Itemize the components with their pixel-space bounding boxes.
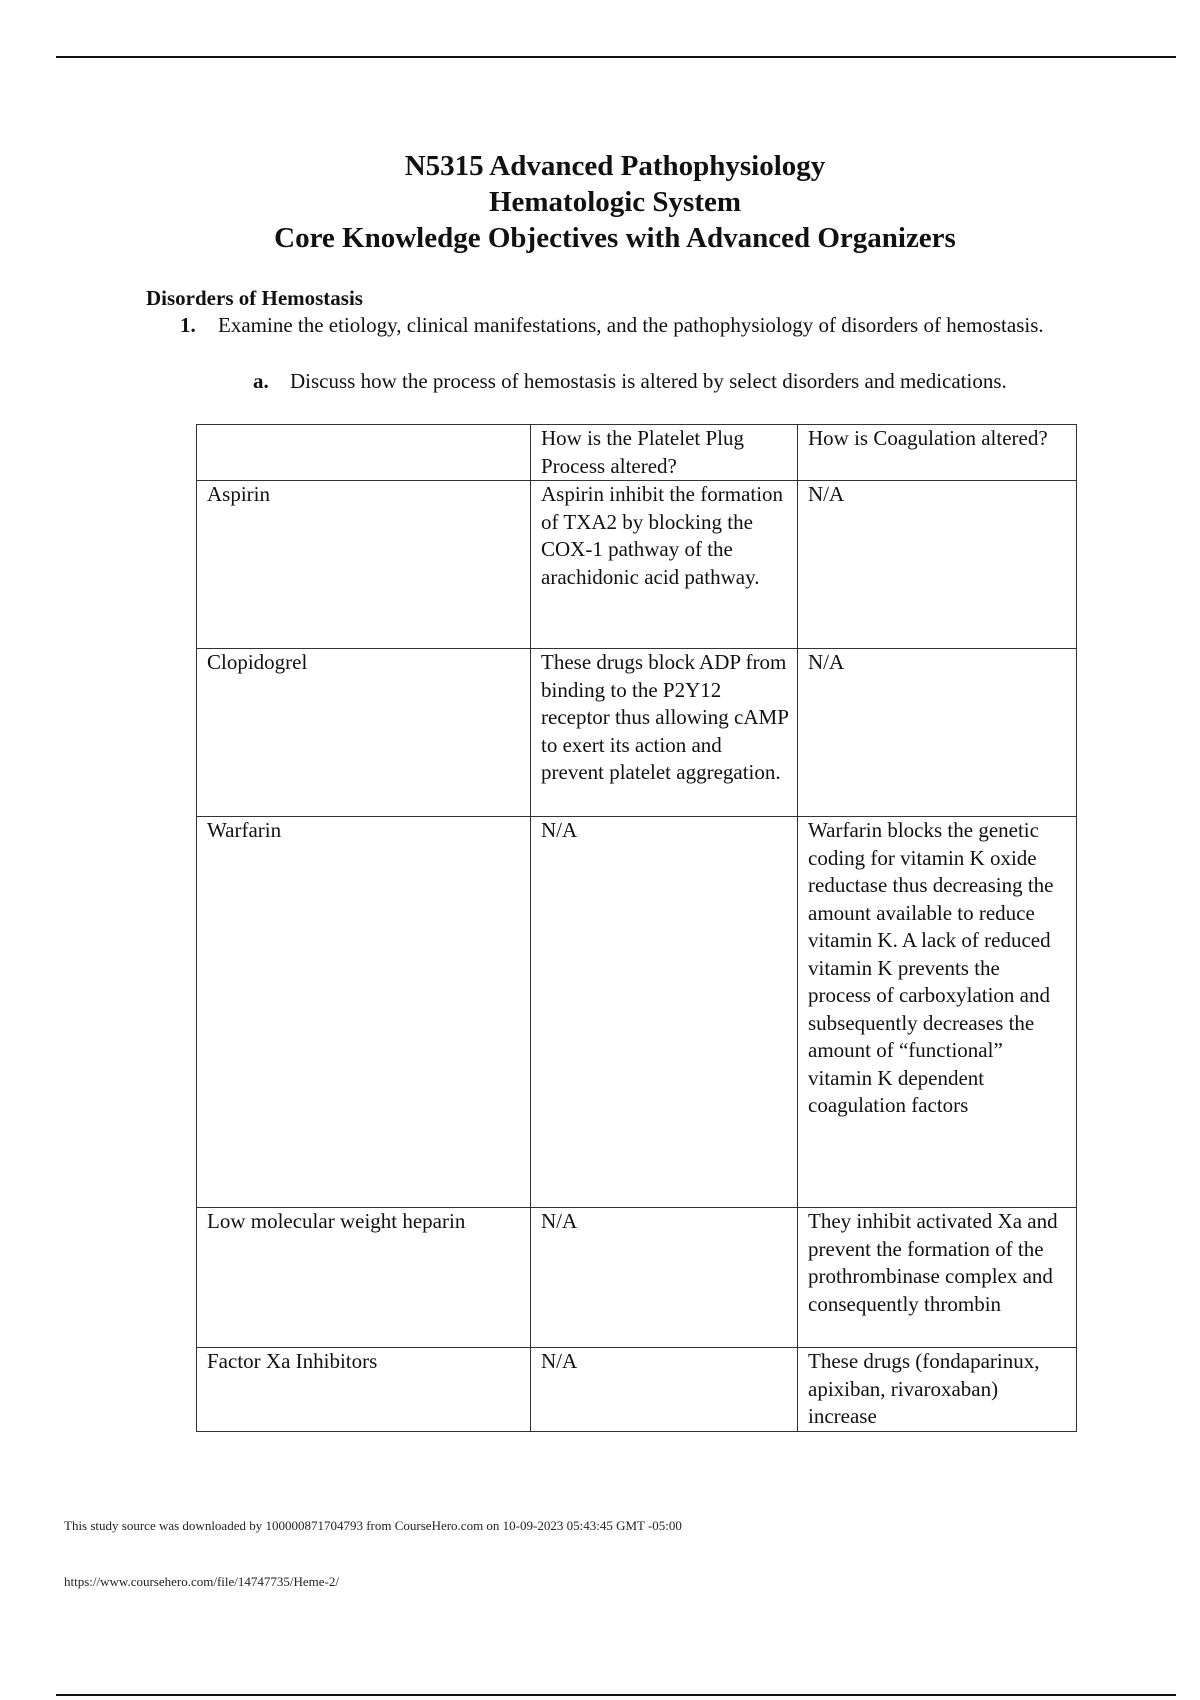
coagulation-cell: They inhibit activated Xa and prevent the formation of the prothrombinase complex and consequently thrombin — [798, 1208, 1077, 1348]
header-cell-blank — [197, 425, 531, 481]
objective-1a — [253, 368, 1013, 395]
objective-1a-letter: a. — [253, 369, 269, 393]
objective-1-text: Examine the etiology, clinical manifestations, and the pathophysiology of disorders of hemostasis. — [218, 313, 1044, 337]
table-row — [197, 1208, 1077, 1348]
objective-1 — [180, 312, 1080, 339]
bottom-divider — [56, 1694, 1176, 1696]
platelet-cell: N/A — [531, 1348, 798, 1432]
platelet-cell: N/A — [531, 817, 798, 1208]
objective-1a-text: Discuss how the process of hemostasis is altered by select disorders and medications. — [290, 369, 1007, 393]
header-cell-platelet: How is the Platelet Plug Process altered? — [531, 425, 798, 481]
source-url: https://www.coursehero.com/file/14747735/Heme-2/ — [64, 1574, 339, 1589]
agent-cell: Factor Xa Inhibitors — [197, 1348, 531, 1432]
agent-cell: Aspirin — [197, 481, 531, 649]
table-row — [197, 1348, 1077, 1432]
table-row — [197, 481, 1077, 649]
course-title: N5315 Advanced Pathophysiology — [404, 150, 826, 182]
table-row — [197, 817, 1077, 1208]
top-divider — [56, 56, 1176, 58]
coagulation-cell: These drugs (fondaparinux, apixiban, rivaroxaban) increase — [798, 1348, 1077, 1432]
medication-effects-table — [196, 424, 1077, 1432]
agent-cell: Low molecular weight heparin — [197, 1208, 531, 1348]
table-row — [197, 649, 1077, 817]
table-header-row — [197, 425, 1077, 481]
document-title-block — [0, 148, 1200, 256]
platelet-cell: These drugs block ADP from binding to the P2Y12 receptor thus allowing cAMP to exert its action and prevent platelet aggregation. — [531, 649, 798, 817]
coagulation-cell: N/A — [798, 481, 1077, 649]
header-cell-coagulation: How is Coagulation altered? — [798, 425, 1077, 481]
platelet-cell: N/A — [531, 1208, 798, 1348]
system-title: Hematologic System — [488, 186, 742, 218]
platelet-cell: Aspirin inhibit the formation of TXA2 by blocking the COX-1 pathway of the arachidonic acid pathway. — [531, 481, 798, 649]
objective-1-number: 1. — [180, 313, 196, 337]
agent-cell: Warfarin — [197, 817, 531, 1208]
download-source-note: This study source was downloaded by 100000871704793 from CourseHero.com on 10-09-2023 05:43:45 GMT -05:00 — [64, 1518, 682, 1533]
coagulation-cell: N/A — [798, 649, 1077, 817]
coagulation-cell: Warfarin blocks the genetic coding for vitamin K oxide reductase thus decreasing the amount available to reduce vitamin K. A lack of reduced vitamin K prevents the process of carboxylation and subsequently decreases the amount of “functional” vitamin K dependent coagulation factors — [798, 817, 1077, 1208]
section-heading: Disorders of Hemostasis — [146, 286, 363, 310]
objectives-title: Core Knowledge Objectives with Advanced Organizers — [274, 222, 956, 254]
agent-cell: Clopidogrel — [197, 649, 531, 817]
